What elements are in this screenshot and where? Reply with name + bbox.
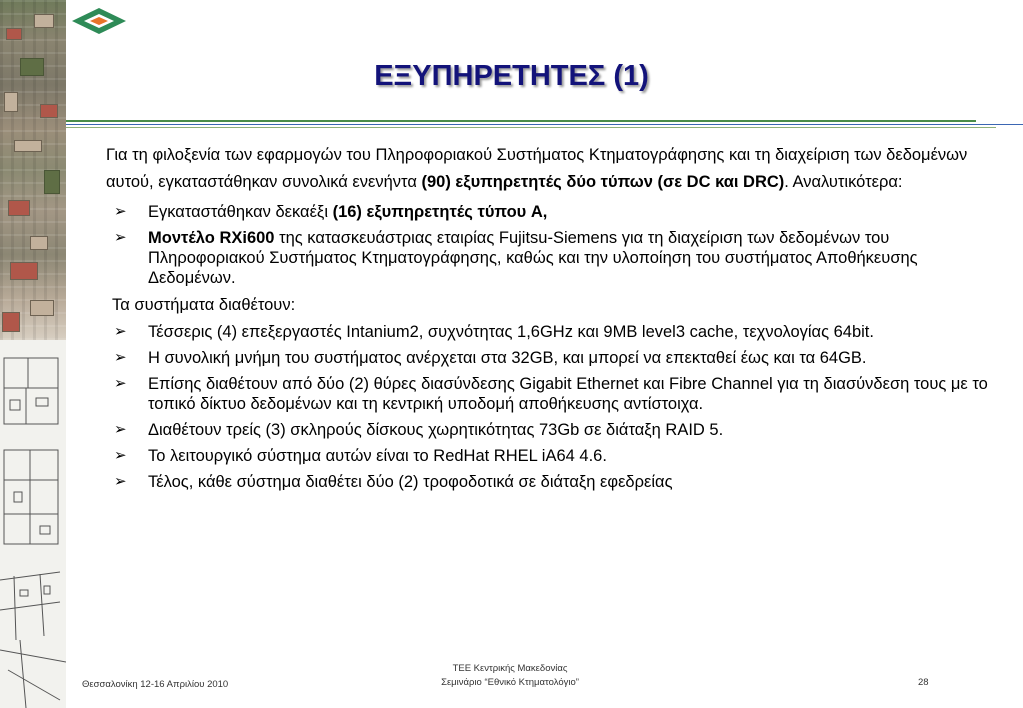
list-item: ➢ Το λειτουργικό σύστημα αυτών είναι το RedHat RHEL iA64 4.6. [114, 447, 607, 465]
aerial-photo-strip [0, 0, 66, 340]
list-item: ➢ Τέσσερις (4) επεξεργαστές Intanium2, συχνότητας 1,6GHz και 9MB level3 cache, τεχνολογίας 64bit. [114, 323, 874, 341]
arrow-bullet-icon: ➢ [114, 229, 127, 246]
page-number: 28 [918, 677, 929, 688]
logo [68, 4, 130, 38]
list-item: ➢ Η συνολική μνήμη του συστήματος ανέρχεται στα 32GB, και μπορεί να επεκταθεί έως και τα 64GB. [114, 349, 867, 367]
footer-seminar: Σεμινάριο “Εθνικό Κτηματολόγιο” [441, 677, 579, 688]
arrow-bullet-icon: ➢ [114, 421, 127, 438]
arrow-bullet-icon: ➢ [114, 203, 127, 220]
list-item: ➢ Μοντέλο RXi600 της κατασκευάστριας εταιρίας Fujitsu-Siemens για τη διαχείριση των δεδομένων του Πληροφοριακού Συστήματος Κτηματογράφησης, καθώς και την υλοποίηση του συστήματος Αποθήκευσης Δεδομένων. [114, 229, 918, 287]
title-divider [66, 120, 1023, 130]
slide-content [106, 142, 996, 498]
systems-label: Τα συστήματα διαθέτουν: [112, 296, 296, 314]
list-item: ➢ Τέλος, κάθε σύστημα διαθέτει δύο (2) τροφοδοτικά σε διάταξη εφεδρείας [114, 473, 673, 491]
cadastral-map-strip [0, 340, 66, 708]
list-item: ➢ Διαθέτουν τρείς (3) σκληρούς δίσκους χωρητικότητας 73Gb σε διάταξη RAID 5. [114, 421, 724, 439]
arrow-bullet-icon: ➢ [114, 323, 127, 340]
footer-event [380, 662, 640, 690]
list-item: ➢ Επίσης διαθέτουν από δύο (2) θύρες διασύνδεσης Gigabit Ethernet και Fibre Channel για τη διασύνδεση τους με το τοπικό δίκτυο δεδομένων και τη κεντρική υποδομή αποθήκευσης αντίστοιχα. [114, 375, 988, 413]
list-item: ➢ Εγκαταστάθηκαν δεκαέξι (16) εξυπηρετητές τύπου A, [114, 203, 548, 221]
arrow-bullet-icon: ➢ [114, 473, 127, 490]
arrow-bullet-icon: ➢ [114, 447, 127, 464]
decorative-side-strip [0, 0, 66, 708]
arrow-bullet-icon: ➢ [114, 349, 127, 366]
footer-date: Θεσσαλονίκη 12-16 Απριλίου 2010 [82, 679, 229, 690]
footer-organizer: ΤΕΕ Κεντρικής Μακεδονίας [452, 663, 568, 674]
intro-paragraph: Για τη φιλοξενία των εφαρμογών του Πληροφοριακού Συστήματος Κτηματογράφησης και τη διαχείριση των δεδομένων αυτού, εγκαταστάθηκαν συνολικά ενενήντα (90) εξυπηρετητές δύο τύπων (σε DC και DRC). Αναλυτικότερα: [106, 146, 968, 191]
arrow-bullet-icon: ➢ [114, 375, 127, 392]
page-title: ΕΞΥΠΗΡΕΤΗΤΕΣ (1) [374, 60, 649, 92]
